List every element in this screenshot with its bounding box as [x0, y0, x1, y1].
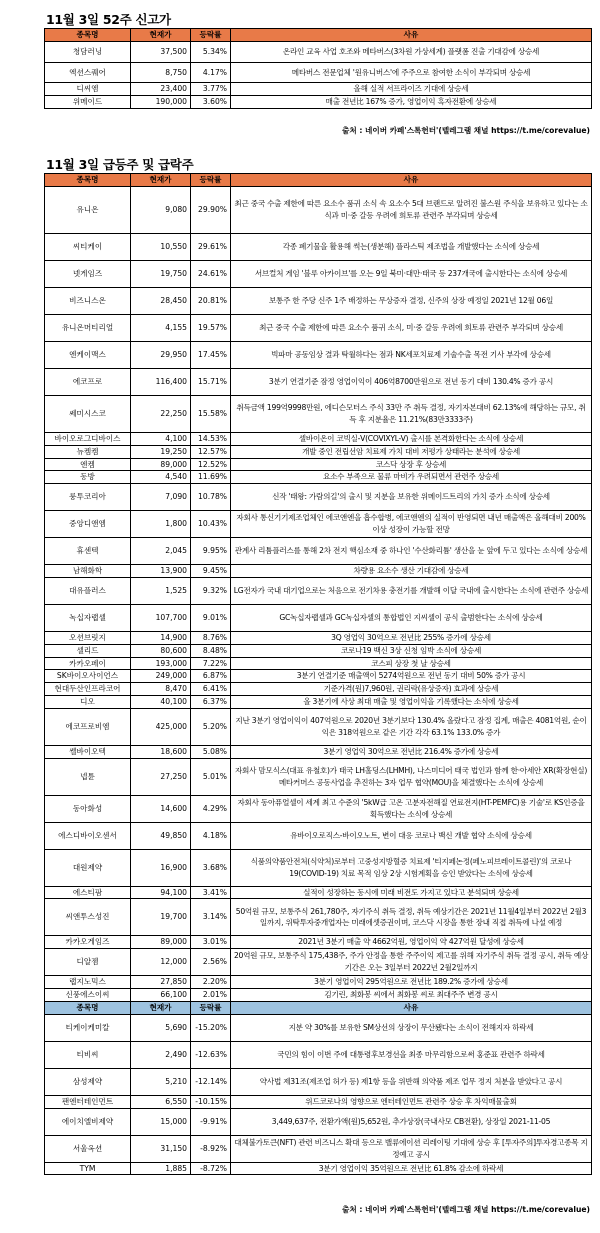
change-rate: -15.20%	[191, 1014, 231, 1041]
table-row	[45, 899, 592, 936]
table-row	[45, 261, 592, 288]
table-row	[45, 683, 592, 696]
price: 13,900	[131, 565, 191, 578]
reason: 최근 중국 수출 제한에 따른 요소수 품귀 소식, 미·중 갈등 우려에 희토류 관련주 부각되며 상승세	[231, 315, 592, 342]
stock-name: 씨앤투스성진	[45, 899, 131, 936]
change-rate: 5.01%	[191, 758, 231, 795]
table-row	[45, 458, 592, 471]
reason: 3분기 영업이익 295억원으로 전년比 189.2% 증가에 상승세	[231, 976, 592, 989]
change-rate: 9.95%	[191, 538, 231, 565]
price: 4,155	[131, 315, 191, 342]
reason: 자회사 맘모식스(대표 유철호)가 태국 LH홀딩스(LHMH), 나스미디어 태국 법인과 함께 한·아세안 XR(확장현실) 메타커머스 공동사업을 추진하는 3자 업무 협약(MOU)을 체결했다는 소식에 상승세	[231, 758, 592, 795]
table-row	[45, 396, 592, 433]
table-row	[45, 758, 592, 795]
table-row	[45, 1108, 592, 1135]
reason: 3분기 영업이익 35억원으로 전년比 61.8% 감소에 하락세	[231, 1162, 592, 1175]
reason: 식품의약품안전처(식약처)로부터 고중성지방혈증 치료제 '티지페논정(페노피브레이트콜린)'의 코로나19(COVID-19) 치료 목적 임상 2상 시험계획을 승인 받았다는 소식에 상승세	[231, 849, 592, 886]
header-price: 현재가	[131, 29, 191, 42]
change-rate: 7.22%	[191, 657, 231, 670]
table-row	[45, 565, 592, 578]
price: 89,000	[131, 458, 191, 471]
reason: GC녹십자랩셀과 GC녹십자셀의 통합법인 지씨셀이 공식 출범한다는 소식에 상승세	[231, 604, 592, 631]
stock-name: TYM	[45, 1162, 131, 1175]
price: 5,690	[131, 1014, 191, 1041]
price: 19,250	[131, 445, 191, 458]
reason: 3분기 연결기준 잠정 영업이익이 406억8700만원으로 전년 동기 대비 130.4% 증가 공시	[231, 369, 592, 396]
price: 1,800	[131, 511, 191, 538]
reason: 코로나19 백신 3상 신청 임박 소식에 상승세	[231, 644, 592, 657]
price: 14,600	[131, 795, 191, 822]
table-row	[45, 83, 592, 96]
table-row	[45, 936, 592, 949]
table-row	[45, 42, 592, 63]
stock-name: 녹십자랩셀	[45, 604, 131, 631]
stock-name: 신풍에스이씨	[45, 988, 131, 1001]
change-rate: -8.72%	[191, 1162, 231, 1175]
table-row	[45, 445, 592, 458]
price: 37,500	[131, 42, 191, 63]
change-rate: -9.91%	[191, 1108, 231, 1135]
stock-name: 대유플러스	[45, 577, 131, 604]
price: 89,000	[131, 936, 191, 949]
reason: 코스닥 상장 후 상승세	[231, 458, 592, 471]
stock-name: 디씨엠	[45, 83, 131, 96]
price: 80,600	[131, 644, 191, 657]
price: 14,900	[131, 631, 191, 644]
reason: 지난 3분기 영업이익이 407억원으로 2020년 3분기보다 130.4% 올랐다고 잠정 집계, 매출은 4081억원, 순이익은 318억원으로 같은 기간 각각 63.1% 133.0% 증가	[231, 708, 592, 745]
reason: 매출 전년比 167% 증가, 영업이익 흑자전환에 상승세	[231, 95, 592, 108]
reason: 올해 실적 서프라이즈 기대에 상승세	[231, 83, 592, 96]
price: 49,850	[131, 822, 191, 849]
table-row	[45, 187, 592, 234]
price: 9,080	[131, 187, 191, 234]
change-rate: 20.81%	[191, 288, 231, 315]
reason: 자회사 동아퓨얼셀이 세계 최고 수준의 '5kW급 고온 고분자전해질 연료전지(HT-PEMFC)용 기술'로 KS인증을 획득했다는 소식에 상승세	[231, 795, 592, 822]
change-rate: 17.45%	[191, 342, 231, 369]
price: 107,700	[131, 604, 191, 631]
price: 27,250	[131, 758, 191, 795]
table-row	[45, 1014, 592, 1041]
change-rate: -12.63%	[191, 1041, 231, 1068]
table-row	[45, 315, 592, 342]
reason: 요소수 부족으로 물류 마비가 우려되면서 관련주 상승세	[231, 471, 592, 484]
reason: 50억원 규모, 보통주식 261,780주, 자기주식 취득 결정, 취득 예상기간은 2021년 11월4일부터 2022년 2월3일까지, 위탁투자중개업자는 미래에셋증권이며, 코스닥 시장을 통한 장내 직접 취득에 나설 예정	[231, 899, 592, 936]
reason: 지분 약 30%를 보유한 SM상선의 상장이 무산됐다는 소식이 전해지자 하락세	[231, 1014, 592, 1041]
stock-name: 유니온	[45, 187, 131, 234]
header-row	[45, 174, 592, 187]
price: 29,950	[131, 342, 191, 369]
change-rate: 9.01%	[191, 604, 231, 631]
change-rate: 9.32%	[191, 577, 231, 604]
stock-name: 쎌바이오텍	[45, 745, 131, 758]
price: 190,000	[131, 95, 191, 108]
price: 22,250	[131, 396, 191, 433]
stock-name: 청담러닝	[45, 42, 131, 63]
change-rate: 11.69%	[191, 471, 231, 484]
stock-name: 엑션스퀘어	[45, 63, 131, 83]
table-row	[45, 822, 592, 849]
price: 1,885	[131, 1162, 191, 1175]
table-row	[45, 1162, 592, 1175]
new-high-table	[44, 28, 592, 109]
stock-name: 삼성제약	[45, 1068, 131, 1095]
change-rate: 6.41%	[191, 683, 231, 696]
price: 4,540	[131, 471, 191, 484]
change-rate: 12.52%	[191, 458, 231, 471]
stock-name: 셀리드	[45, 644, 131, 657]
table-row	[45, 795, 592, 822]
stock-name: 휴센텍	[45, 538, 131, 565]
change-rate: 19.57%	[191, 315, 231, 342]
price: 18,600	[131, 745, 191, 758]
stock-name: 티케이케미칼	[45, 1014, 131, 1041]
table-row	[45, 695, 592, 708]
reason: 코스피 상장 첫 날 상승세	[231, 657, 592, 670]
change-rate: 29.90%	[191, 187, 231, 234]
table-row	[45, 538, 592, 565]
reason: 위드코로나의 영향으로 엔터테인먼트 관련주 상승 후 차익매물출회	[231, 1095, 592, 1108]
stock-name: 중앙디앤엠	[45, 511, 131, 538]
reason: 관계사 리튬플러스를 통해 2차 전지 핵심소재 중 하나인 '수산화리튬' 생산을 눈 앞에 두고 있다는 소식에 상승세	[231, 538, 592, 565]
change-rate: 5.20%	[191, 708, 231, 745]
reason: 셀바이온이 코빅실-V(COVIXYL-V) 출시를 본격화한다는 소식에 상승세	[231, 433, 592, 446]
price: 40,100	[131, 695, 191, 708]
header-reason: 사유	[231, 29, 592, 42]
price: 8,750	[131, 63, 191, 83]
stock-name: 랩지노믹스	[45, 976, 131, 989]
change-rate: 3.41%	[191, 886, 231, 899]
table-row	[45, 234, 592, 261]
table-row	[45, 988, 592, 1001]
table-row	[45, 577, 592, 604]
change-rate: 8.48%	[191, 644, 231, 657]
change-rate: 4.17%	[191, 63, 231, 83]
stock-name: 넷게임즈	[45, 261, 131, 288]
stock-name: 엔켐	[45, 458, 131, 471]
price: 193,000	[131, 657, 191, 670]
price: 425,000	[131, 708, 191, 745]
change-rate: 2.20%	[191, 976, 231, 989]
header-stock-name: 종목명	[45, 174, 131, 187]
change-rate: 6.37%	[191, 695, 231, 708]
reason: 차량용 요소수 생산 기대감에 상승세	[231, 565, 592, 578]
reason: 국민의 힘이 이번 주에 대통령후보경선을 최종 마무리함으로써 홍준표 관련주 하락세	[231, 1041, 592, 1068]
price: 27,850	[131, 976, 191, 989]
change-rate: 5.34%	[191, 42, 231, 63]
table-row	[45, 288, 592, 315]
change-rate: 4.18%	[191, 822, 231, 849]
stock-name: 디오	[45, 695, 131, 708]
reason: 2021년 3분기 매출 약 4662억원, 영업이익 약 427억원 달성에 상승세	[231, 936, 592, 949]
change-rate: 12.57%	[191, 445, 231, 458]
table-row	[45, 604, 592, 631]
reason: 개발 중인 전립선암 치료제 가치 대비 저평가 상태라는 분석에 상승세	[231, 445, 592, 458]
stock-name: 티비씨	[45, 1041, 131, 1068]
price: 7,090	[131, 484, 191, 511]
section2-source: 출처 : 네이버 카페'스톡헌터'(텔레그램 채널 https://t.me/corevalue)	[342, 1205, 590, 1214]
change-rate: 2.56%	[191, 949, 231, 976]
stock-name: 카카오페이	[45, 657, 131, 670]
table-row	[45, 745, 592, 758]
table-row	[45, 644, 592, 657]
header-price: 현재가	[131, 174, 191, 187]
header-change: 등락률	[191, 29, 231, 42]
reason: 보통주 한 주당 신주 1주 배정하는 무상증자 결정, 신주의 상장 예정일 2021년 12월 06일	[231, 288, 592, 315]
stock-name: 엔케이맥스	[45, 342, 131, 369]
table-row	[45, 342, 592, 369]
header-row	[45, 1001, 592, 1014]
change-rate: 2.01%	[191, 988, 231, 1001]
price: 16,900	[131, 849, 191, 886]
change-rate: 3.60%	[191, 95, 231, 108]
change-rate: -8.92%	[191, 1135, 231, 1162]
movers-table	[44, 173, 592, 1175]
stock-name: 뉴켐켐	[45, 445, 131, 458]
price: 10,550	[131, 234, 191, 261]
stock-name: 에스디바이오센서	[45, 822, 131, 849]
table-row	[45, 657, 592, 670]
stock-name: 대원제약	[45, 849, 131, 886]
price: 94,100	[131, 886, 191, 899]
change-rate: 4.29%	[191, 795, 231, 822]
table-row	[45, 484, 592, 511]
price: 116,400	[131, 369, 191, 396]
table-row	[45, 95, 592, 108]
reason: 유바이오로직스-바이오노트, 변이 대응 코로나 백신 개발 협약 소식에 상승세	[231, 822, 592, 849]
price: 28,450	[131, 288, 191, 315]
header-price: 현재가	[131, 1001, 191, 1014]
header-stock-name: 종목명	[45, 29, 131, 42]
table-row	[45, 369, 592, 396]
reason: 기준가격(원)7,960원, 권리락(유상증자) 효과에 상승세	[231, 683, 592, 696]
header-reason: 사유	[231, 1001, 592, 1014]
reason: 실적이 성장하는 동시에 미래 비전도 가지고 있다고 분석되며 상승세	[231, 886, 592, 899]
stock-name: 비즈니스온	[45, 288, 131, 315]
header-change: 등락률	[191, 1001, 231, 1014]
change-rate: 14.53%	[191, 433, 231, 446]
price: 8,470	[131, 683, 191, 696]
stock-name: SK바이오사이언스	[45, 670, 131, 683]
stock-name: 에스티팜	[45, 886, 131, 899]
price: 12,000	[131, 949, 191, 976]
reason: 신작 '태왕: 가람의길'의 출시 및 지분을 보유한 위메이드트리의 가치 증가 소식에 상승세	[231, 484, 592, 511]
stock-name: 에이치엘비제약	[45, 1108, 131, 1135]
price: 23,400	[131, 83, 191, 96]
price: 4,100	[131, 433, 191, 446]
header-stock-name: 종목명	[45, 1001, 131, 1014]
reason: 3분기 영업익 30억으로 전년比 216.4% 증가에 상승세	[231, 745, 592, 758]
header-row	[45, 29, 592, 42]
reason: 김기린, 최화봉 씨에서 최화봉 씨로 최대주주 변경 공시	[231, 988, 592, 1001]
stock-name: 디알젬	[45, 949, 131, 976]
price: 2,045	[131, 538, 191, 565]
table-row	[45, 1068, 592, 1095]
stock-name: 넵튠	[45, 758, 131, 795]
stock-name: 동방	[45, 471, 131, 484]
stock-name: 팬엔터테인먼트	[45, 1095, 131, 1108]
reason: 3Q 영업익 30억으로 전년比 255% 증가에 상승세	[231, 631, 592, 644]
price: 66,100	[131, 988, 191, 1001]
stock-name: 현대두산인프라코어	[45, 683, 131, 696]
table-row	[45, 433, 592, 446]
stock-name: 남해화학	[45, 565, 131, 578]
change-rate: 3.77%	[191, 83, 231, 96]
table-row	[45, 886, 592, 899]
reason: 올 3분기에 사상 최대 매출 및 영업이익을 기록했다는 소식에 상승세	[231, 695, 592, 708]
table-row	[45, 670, 592, 683]
change-rate: 15.58%	[191, 396, 231, 433]
change-rate: 15.71%	[191, 369, 231, 396]
table-row	[45, 1041, 592, 1068]
change-rate: 3.14%	[191, 899, 231, 936]
reason: 취득금액 199억9998만원, 에디슨모터스 주식 33만 주 취득 결정, 자기자본대비 62.13%에 해당하는 규모, 취득 후 지분율은 11.21%(83만3333주)	[231, 396, 592, 433]
price: 19,750	[131, 261, 191, 288]
stock-name: 위메이드	[45, 95, 131, 108]
price: 5,210	[131, 1068, 191, 1095]
reason: 최근 중국 수출 제한에 따른 요소수 품귀 소식 속 요소수 5대 브랜드로 알려진 불스원 주식을 보유하고 있다는 소식과 미·중 갈등 우려에 희토류 관련주 부각되며 상승세	[231, 187, 592, 234]
header-change: 등락률	[191, 174, 231, 187]
header-reason: 사유	[231, 174, 592, 187]
reason: LG전자가 국내 대기업으로는 처음으로 전기차용 충전기를 개발해 이달 국내에 출시한다는 소식에 관련주 상승세	[231, 577, 592, 604]
change-rate: 9.45%	[191, 565, 231, 578]
stock-name: 유니온머티리얼	[45, 315, 131, 342]
table-row	[45, 631, 592, 644]
reason: 각종 폐기물을 활용해 썩는(생분해) 플라스틱 제조법을 개발했다는 소식에 상승세	[231, 234, 592, 261]
stock-name: 동아화성	[45, 795, 131, 822]
stock-name: 서울옥션	[45, 1135, 131, 1162]
reason: 서브컬처 게임 '블루 아카이브'를 오는 9일 북미·대만·태국 등 237개국에 출시한다는 소식에 상승세	[231, 261, 592, 288]
price: 1,525	[131, 577, 191, 604]
table-row	[45, 849, 592, 886]
price: 19,700	[131, 899, 191, 936]
table-row	[45, 1095, 592, 1108]
stock-name: 카카오게임즈	[45, 936, 131, 949]
change-rate: -10.15%	[191, 1095, 231, 1108]
stock-name: 룽투코리아	[45, 484, 131, 511]
table-row	[45, 63, 592, 83]
change-rate: 5.08%	[191, 745, 231, 758]
section1-title: 11월 3일 52주 신고가	[46, 12, 171, 27]
change-rate: 3.01%	[191, 936, 231, 949]
reason: 약사법 제31조(제조업 허가 등) 제1항 등을 위반해 의약품 제조 업무 정지 처분을 받았다고 공시	[231, 1068, 592, 1095]
section1-source: 출처 : 네이버 카페'스톡헌터'(텔레그램 채널 https://t.me/corevalue)	[342, 126, 590, 135]
price: 31,150	[131, 1135, 191, 1162]
price: 6,550	[131, 1095, 191, 1108]
price: 2,490	[131, 1041, 191, 1068]
change-rate: 6.87%	[191, 670, 231, 683]
stock-name: 에코프로비엠	[45, 708, 131, 745]
table-row	[45, 1135, 592, 1162]
change-rate: 24.61%	[191, 261, 231, 288]
stock-name: 씨티케이	[45, 234, 131, 261]
change-rate: 10.43%	[191, 511, 231, 538]
change-rate: 3.68%	[191, 849, 231, 886]
table-row	[45, 511, 592, 538]
reason: 온라인 교육 사업 호조와 메타버스(3차원 가상세계) 플랫폼 진출 기대감에 상승세	[231, 42, 592, 63]
reason: 20억원 규모, 보통주식 175,438주, 주가 안정을 통한 주주이익 제고를 위해 자기주식 취득 결정 공시, 취득 예상기간은 오는 3일부터 2022년 2월2일까지	[231, 949, 592, 976]
table-row	[45, 708, 592, 745]
price: 249,000	[131, 670, 191, 683]
change-rate: 10.78%	[191, 484, 231, 511]
stock-name: 에코프로	[45, 369, 131, 396]
stock-name: 오션브릿지	[45, 631, 131, 644]
reason: 자회사 통신기기제조업체인 에코앤엔을 흡수합병, 에코앤엔의 실적이 반영되면 내년 매출액은 올해대비 200% 이상 성장이 가능할 전망	[231, 511, 592, 538]
reason: 3분기 연결기준 매출액이 5274억원으로 전년 동기 대비 50% 증가 공시	[231, 670, 592, 683]
reason: 3,449,637주, 전환가액(원)5,652원, 추가상장(국내사모 CB전환), 상장일 2021-11-05	[231, 1108, 592, 1135]
change-rate: 8.76%	[191, 631, 231, 644]
reason: 빅파마 공동임상 결과 탁월하다는 점과 NK세포치료제 기술수출 목전 기사 부각에 상승세	[231, 342, 592, 369]
stock-name: 쎄미시스코	[45, 396, 131, 433]
reason: 메타버스 전문업체 '원유니버스'에 주주으로 참여한 소식이 부각되며 상승세	[231, 63, 592, 83]
change-rate: 29.61%	[191, 234, 231, 261]
table-row	[45, 976, 592, 989]
stock-name: 바이오로그디바이스	[45, 433, 131, 446]
section2-title: 11월 3일 급등주 및 급락주	[46, 157, 194, 172]
reason: 대체불가토큰(NFT) 관련 비즈니스 확대 등으로 밸류에이션 리레이팅 기대에 상승 후 [투자주의]투자경고종목 지정예고 공시	[231, 1135, 592, 1162]
table-row	[45, 949, 592, 976]
change-rate: -12.14%	[191, 1068, 231, 1095]
table-row	[45, 471, 592, 484]
price: 15,000	[131, 1108, 191, 1135]
